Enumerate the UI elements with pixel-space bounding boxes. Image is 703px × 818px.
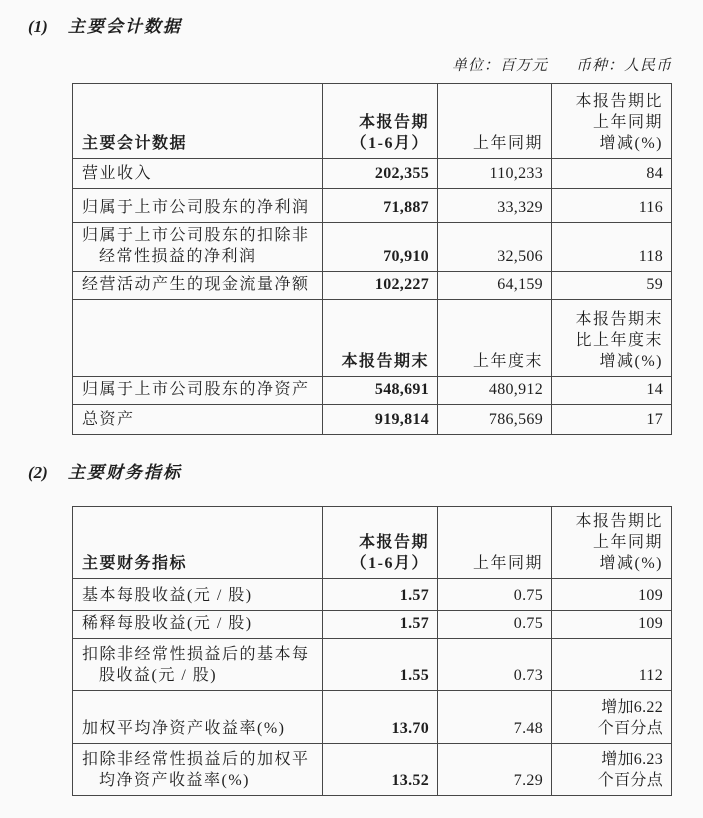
current-period-value: 548,691	[323, 377, 438, 405]
prior-period-value: 110,233	[438, 159, 552, 189]
table-row	[73, 377, 672, 405]
currency-label: 币种：人民币	[575, 58, 672, 74]
prior-period-value: 7.48	[438, 691, 552, 744]
change-value: 109	[552, 611, 672, 639]
text-line: 个百分点	[597, 720, 663, 737]
prior-period-value: 786,569	[438, 405, 552, 435]
section-1-heading	[28, 12, 182, 37]
indicator-header: 主要财务指标	[73, 507, 323, 579]
text-line: 本报告期	[358, 534, 429, 551]
section-2-heading	[28, 458, 182, 483]
table-row	[73, 272, 672, 300]
table-row	[73, 405, 672, 435]
change-header	[552, 84, 672, 159]
indicator-header: 主要会计数据	[73, 84, 323, 159]
current-period-value: 71,887	[323, 189, 438, 223]
section-number: (2)	[28, 463, 48, 482]
current-period-value: 919,814	[323, 405, 438, 435]
table-header-row	[73, 84, 672, 159]
prior-period-value: 480,912	[438, 377, 552, 405]
change-value: 116	[552, 189, 672, 223]
prior-period-value: 33,329	[438, 189, 552, 223]
change-header	[552, 507, 672, 579]
table-header-row	[73, 507, 672, 579]
current-period-value: 102,227	[323, 272, 438, 300]
table-row	[73, 579, 672, 611]
change-value: 59	[552, 272, 672, 300]
prior-period-value: 64,159	[438, 272, 552, 300]
text-line: 本报告期比	[575, 93, 663, 110]
prior-period-header: 上年同期	[438, 507, 552, 579]
change-value	[552, 744, 672, 796]
text-line: 本报告期末	[575, 311, 663, 328]
text-line: 上年同期	[592, 534, 663, 551]
current-period-value: 1.57	[323, 611, 438, 639]
prior-period-value: 0.75	[438, 579, 552, 611]
current-period-header	[323, 507, 438, 579]
metric-label: 总资产	[73, 405, 323, 435]
metric-label: 归属于上市公司股东的净利润	[73, 189, 323, 223]
text-line: 本报告期比	[575, 513, 663, 530]
text-line: 增减(%)	[599, 135, 663, 152]
current-period-value: 70,910	[323, 223, 438, 272]
text-line: 扣除非经常性损益后的基本每	[82, 646, 310, 663]
table-row	[73, 189, 672, 223]
text-line: 增加6.22	[601, 699, 663, 716]
text-line: （1-6月）	[350, 135, 429, 152]
text-line: 归属于上市公司股东的扣除非	[82, 227, 310, 244]
text-line: 个百分点	[597, 772, 663, 789]
metric-label: 归属于上市公司股东的净资产	[73, 377, 323, 405]
text-line: 均净资产收益率(%)	[99, 772, 250, 789]
text-line: 股收益(元 / 股)	[99, 667, 218, 684]
text-line: 比上年度末	[575, 332, 663, 349]
empty-header-cell	[73, 300, 323, 377]
unit-label: 单位：百万元	[451, 58, 548, 74]
section-number: (1)	[28, 17, 48, 36]
prior-period-header: 上年同期	[438, 84, 552, 159]
table-row	[73, 744, 672, 796]
table-row	[73, 223, 672, 272]
current-period-value: 202,355	[323, 159, 438, 189]
metric-label	[73, 639, 323, 691]
text-line: 增加6.23	[601, 751, 663, 768]
main-accounting-data-table	[72, 83, 672, 435]
section-title: 主要会计数据	[67, 17, 182, 36]
prior-period-value: 32,506	[438, 223, 552, 272]
change-value	[552, 691, 672, 744]
change-value: 14	[552, 377, 672, 405]
main-financial-indicators-table	[72, 506, 672, 796]
current-period-header	[323, 84, 438, 159]
current-period-value: 1.57	[323, 579, 438, 611]
table-header-row-period-end	[73, 300, 672, 377]
prior-year-end-header: 上年度末	[438, 300, 552, 377]
change-value: 84	[552, 159, 672, 189]
table-row	[73, 639, 672, 691]
prior-period-value: 0.75	[438, 611, 552, 639]
text-line: 本报告期	[358, 114, 429, 131]
current-period-value: 1.55	[323, 639, 438, 691]
current-period-value: 13.52	[323, 744, 438, 796]
metric-label: 经营活动产生的现金流量净额	[73, 272, 323, 300]
table-row	[73, 691, 672, 744]
prior-period-value: 7.29	[438, 744, 552, 796]
table-row	[73, 611, 672, 639]
period-end-header: 本报告期末	[323, 300, 438, 377]
table-row	[73, 159, 672, 189]
change-header	[552, 300, 672, 377]
section-title: 主要财务指标	[67, 463, 182, 482]
change-value: 17	[552, 405, 672, 435]
unit-currency-line	[452, 54, 672, 75]
text-line: 扣除非经常性损益后的加权平	[82, 751, 310, 768]
metric-label: 营业收入	[73, 159, 323, 189]
text-line: 经常性损益的净利润	[99, 248, 257, 265]
metric-label: 加权平均净资产收益率(%)	[73, 691, 323, 744]
metric-label: 稀释每股收益(元 / 股)	[73, 611, 323, 639]
text-line: 增减(%)	[599, 353, 663, 370]
prior-period-value: 0.73	[438, 639, 552, 691]
metric-label	[73, 744, 323, 796]
change-value: 109	[552, 579, 672, 611]
metric-label	[73, 223, 323, 272]
text-line: 增减(%)	[599, 555, 663, 572]
metric-label: 基本每股收益(元 / 股)	[73, 579, 323, 611]
text-line: 上年同期	[592, 114, 663, 131]
change-value: 118	[552, 223, 672, 272]
change-value: 112	[552, 639, 672, 691]
text-line: （1-6月）	[350, 555, 429, 572]
current-period-value: 13.70	[323, 691, 438, 744]
